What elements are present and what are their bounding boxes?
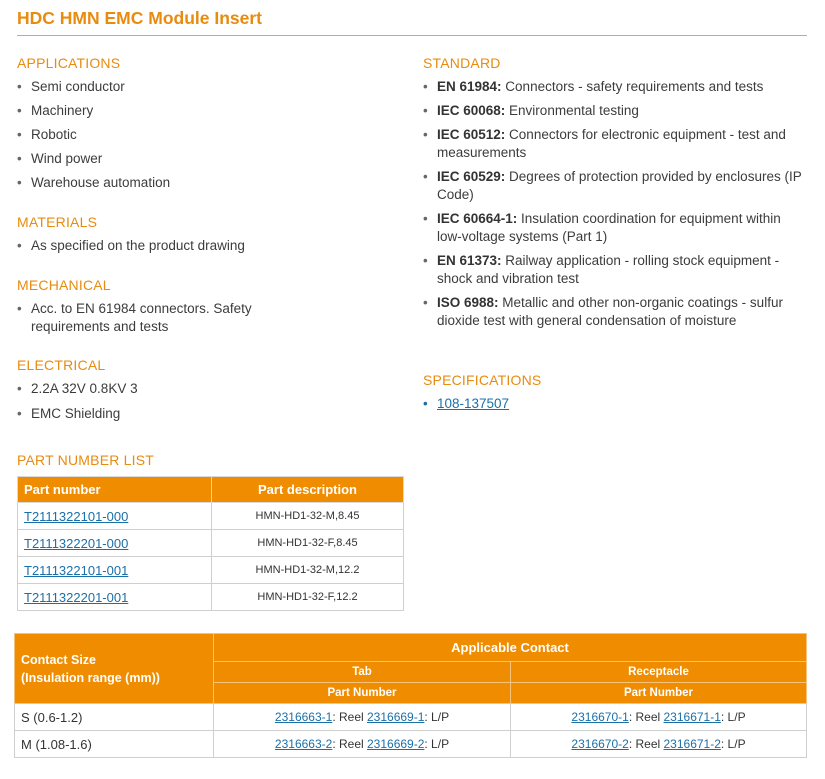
table-header-row xyxy=(18,477,404,503)
standard-code: IEC 60529: xyxy=(437,169,506,184)
table-row xyxy=(18,503,404,530)
list-item: • Wind power xyxy=(17,150,397,168)
standard-item xyxy=(423,210,807,246)
standard-item xyxy=(423,126,807,162)
table-row xyxy=(15,731,807,758)
mechanical-list xyxy=(17,300,307,336)
lp-suffix: : L/P xyxy=(424,710,450,724)
standard-list xyxy=(423,78,807,336)
standard-heading: STANDARD xyxy=(423,55,501,71)
applications-list xyxy=(17,78,397,192)
part-number-link[interactable]: T2111322201-001 xyxy=(24,589,129,605)
reel-label: : Reel xyxy=(332,710,367,724)
contact-table xyxy=(14,633,807,758)
standard-code: IEC 60664-1: xyxy=(437,211,518,226)
contact-size-header-text: Contact Size (Insulation range (mm)) xyxy=(21,652,160,685)
receptacle-contact-cell xyxy=(511,731,807,758)
list-item: • Robotic xyxy=(17,126,397,144)
tab-contact-cell xyxy=(214,731,511,758)
standard-text: Connectors - safety requirements and tests xyxy=(501,79,764,94)
lp-suffix: : L/P xyxy=(720,737,746,751)
tab-reel-link[interactable]: 2316669-1 xyxy=(367,710,425,724)
list-item: • 2.2A 32V 0.8KV 3 xyxy=(17,380,397,398)
applicable-contact-header: Applicable Contact xyxy=(214,634,807,662)
standard-text: Degrees of protection provided by enclosures (IP Code) xyxy=(437,169,802,202)
spec-link[interactable]: 108-137507 xyxy=(437,396,510,411)
contact-size-cell: S (0.6-1.2) xyxy=(15,704,214,731)
receptacle-part-link[interactable]: 2316670-1 xyxy=(571,710,629,724)
column-header: Part description xyxy=(212,477,404,503)
receptacle-part-number-header: Part Number xyxy=(511,683,807,704)
materials-list xyxy=(17,237,397,255)
list-item: • Acc. to EN 61984 connectors. Safety requirements and tests xyxy=(17,300,307,336)
part-description-cell: HMN-HD1-32-F,8.45 xyxy=(212,530,404,557)
part-number-cell xyxy=(18,557,212,584)
standard-code: IEC 60512: xyxy=(437,127,506,142)
standard-text: Insulation coordination for equipment within low-voltage systems (Part 1) xyxy=(437,211,781,244)
standard-code: ISO 6988: xyxy=(437,295,499,310)
standard-code: EN 61984: xyxy=(437,79,502,94)
list-item: • As specified on the product drawing xyxy=(17,237,397,255)
standard-text: Connectors for electronic equipment - test and measurements xyxy=(437,127,786,160)
table-row xyxy=(15,704,807,731)
tab-header: Tab xyxy=(214,662,511,683)
list-item: • EMC Shielding xyxy=(17,405,397,423)
part-list-heading: PART NUMBER LIST xyxy=(17,452,155,468)
part-description-cell: HMN-HD1-32-M,12.2 xyxy=(212,557,404,584)
electrical-heading: ELECTRICAL xyxy=(17,357,106,373)
part-number-cell xyxy=(18,530,212,557)
standard-item xyxy=(423,294,807,330)
standard-code: IEC 60068: xyxy=(437,103,506,118)
standard-item xyxy=(423,168,807,204)
lp-suffix: : L/P xyxy=(720,710,746,724)
table-row xyxy=(18,584,404,611)
part-number-link[interactable]: T2111322201-000 xyxy=(24,535,129,551)
standard-item xyxy=(423,78,807,96)
list-item: • Semi conductor xyxy=(17,78,397,96)
reel-label: : Reel xyxy=(628,737,664,751)
table-header-row xyxy=(15,634,807,662)
page-title: HDC HMN EMC Module Insert xyxy=(17,8,262,28)
table-row xyxy=(18,530,404,557)
list-item xyxy=(423,395,723,413)
part-number-cell xyxy=(18,584,212,611)
applications-heading: APPLICATIONS xyxy=(17,55,121,71)
tab-part-link[interactable]: 2316663-2 xyxy=(274,737,333,751)
reel-label: : Reel xyxy=(332,737,367,751)
part-description-cell: HMN-HD1-32-F,12.2 xyxy=(212,584,404,611)
part-number-link[interactable]: T2111322101-000 xyxy=(24,508,129,524)
reel-label: : Reel xyxy=(628,710,664,724)
tab-contact-cell xyxy=(214,704,511,731)
title-divider xyxy=(17,35,807,36)
mechanical-heading: MECHANICAL xyxy=(17,277,111,293)
standard-text: Environmental testing xyxy=(505,103,639,118)
lp-suffix: : L/P xyxy=(424,737,450,751)
part-description-cell: HMN-HD1-32-M,8.45 xyxy=(212,503,404,530)
standard-code: EN 61373: xyxy=(437,253,502,268)
receptacle-reel-link[interactable]: 2316671-1 xyxy=(663,710,721,724)
receptacle-part-link[interactable]: 2316670-2 xyxy=(571,737,629,751)
standard-text: Metallic and other non-organic coatings - sulfur dioxide test with general condensation of moisture xyxy=(437,295,783,328)
part-number-table xyxy=(17,476,404,611)
specifications-list xyxy=(423,395,723,413)
receptacle-contact-cell xyxy=(511,704,807,731)
materials-heading: MATERIALS xyxy=(17,214,98,230)
tab-reel-link[interactable]: 2316669-2 xyxy=(367,737,425,751)
receptacle-header: Receptacle xyxy=(511,662,807,683)
list-item: • Warehouse automation xyxy=(17,174,397,192)
list-item: • Machinery xyxy=(17,102,397,120)
standard-text: Railway application - rolling stock equipment - shock and vibration test xyxy=(437,253,780,286)
electrical-list xyxy=(17,380,397,423)
standard-item xyxy=(423,252,807,288)
contact-size-cell: M (1.08-1.6) xyxy=(15,731,214,758)
tab-part-number-header: Part Number xyxy=(214,683,511,704)
receptacle-reel-link[interactable]: 2316671-2 xyxy=(663,737,721,751)
table-row xyxy=(18,557,404,584)
part-number-link[interactable]: T2111322101-001 xyxy=(24,562,129,578)
column-header: Part number xyxy=(18,477,212,503)
contact-size-header xyxy=(15,634,214,704)
specifications-heading: SPECIFICATIONS xyxy=(423,372,542,388)
tab-part-link[interactable]: 2316663-1 xyxy=(274,710,333,724)
standard-item xyxy=(423,102,807,120)
part-number-cell xyxy=(18,503,212,530)
